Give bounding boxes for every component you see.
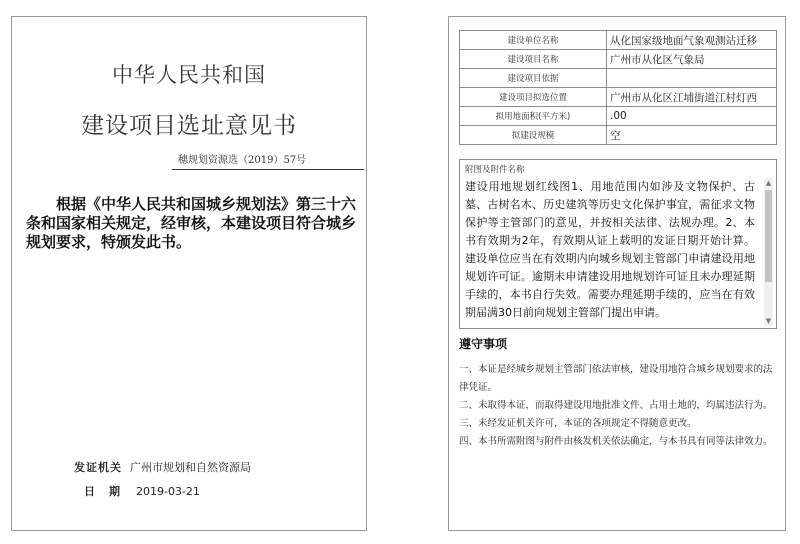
project-info-table — [459, 30, 777, 145]
row-label: 建设项目名称 — [460, 50, 607, 69]
left-page — [11, 16, 367, 531]
date-label: 日期 — [84, 485, 134, 498]
notice-item: 二、未取得本证，而取得建设用地批准文件、占用土地的，均属违法行为。 — [459, 400, 773, 411]
date-value: 2019-03-21 — [136, 485, 200, 498]
table-row — [460, 88, 777, 107]
attachment-textarea[interactable]: 建设用地规划红线图1、用地范围内如涉及文物保护、古墓、古树名木、历史建筑等历史文化保护事宜，需征求文物保护等主管部门的意见，并按相关法律、法规办理。2、本书有效期为2年，有效期从证上载明的发证日期开始计算。建设单位应当在有效期内向城乡规划主管部门申请建设用地规划许可证。逾期未申请建设用地规划许可证且未办理延期手续的，本书自行失效。需要办理延期手续的，应当在有效期届满30日前向规划主管部门提出申请。 — [465, 180, 755, 319]
table-row — [460, 50, 777, 69]
date-row — [84, 483, 200, 499]
table-row — [460, 69, 777, 88]
row-value: 从化国家级地面气象观测站迁移 — [607, 31, 777, 50]
row-label: 建设单位名称 — [460, 31, 607, 50]
attachment-box — [459, 159, 777, 329]
row-value — [607, 69, 777, 88]
row-label: 拟建设规模 — [460, 126, 607, 145]
row-label: 建设项目拟选位置 — [460, 88, 607, 107]
row-label: 拟用地面积(平方米) — [460, 107, 607, 126]
notice-item: 四、本书所需附图与附件由核发机关依法确定，与本书具有同等法律效力。 — [459, 436, 773, 447]
document-number-underline — [172, 169, 364, 170]
attachment-scrollbar[interactable] — [764, 178, 773, 326]
notice-heading: 遵守事项 — [459, 337, 508, 351]
attachment-title: 附图及附件名称 — [465, 165, 525, 175]
approval-statement: 根据《中华人民共和国城乡规划法》第三十六条和国家相关规定，经审核，本建设项目符合城乡规划要求，特颁发此书。 — [26, 195, 357, 251]
title-line-1: 中华人民共和国 — [112, 63, 266, 87]
notice-item: 一、本证是经城乡规划主管部门依法审核，建设用地符合城乡规划要求的法律凭证。 — [459, 364, 773, 393]
table-row — [460, 31, 777, 50]
issuer-label: 发证机关 — [74, 461, 122, 474]
row-label: 建设项目依据 — [460, 69, 607, 88]
title-line-2: 建设项目选址意见书 — [81, 113, 297, 139]
scroll-down-arrow-icon[interactable]: ▼ — [765, 317, 772, 325]
notice-list — [459, 361, 779, 451]
row-value: 广州市从化区气象局 — [607, 50, 777, 69]
document-number: 穗规划资源选（2019）57号 — [178, 155, 307, 166]
issuer-value: 广州市规划和自然资源局 — [130, 461, 251, 474]
right-page — [448, 16, 786, 531]
notice-item: 三、未经发证机关许可，本证的各项规定不得随意更改。 — [459, 418, 697, 429]
scroll-thumb[interactable] — [765, 190, 772, 282]
row-value: 广州市从化区江埔街道江村灯西 — [607, 88, 777, 107]
issuer-row — [74, 459, 251, 475]
row-value: 空 — [607, 126, 777, 145]
row-value: .00 — [607, 107, 777, 126]
table-row — [460, 126, 777, 145]
scroll-up-arrow-icon[interactable]: ▲ — [765, 179, 772, 187]
table-row — [460, 107, 777, 126]
